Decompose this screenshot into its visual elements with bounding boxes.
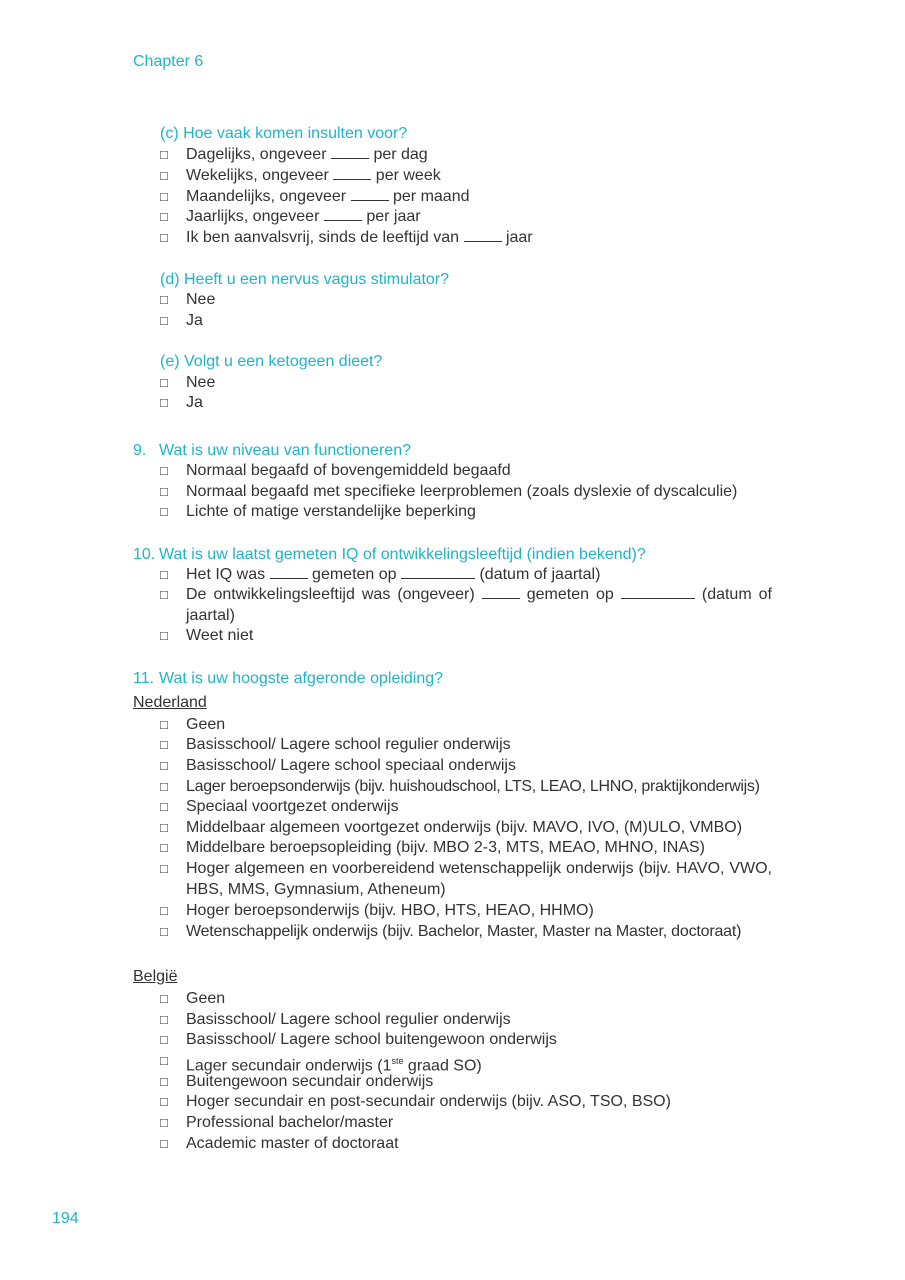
- checkbox-icon[interactable]: □: [160, 903, 168, 918]
- option-text: per jaar: [366, 208, 421, 225]
- option-no[interactable]: [160, 290, 772, 311]
- blank-field[interactable]: [401, 566, 475, 579]
- blank-field[interactable]: [331, 146, 369, 159]
- blank-field[interactable]: [324, 208, 362, 221]
- option-text: graad SO): [403, 1057, 482, 1075]
- option-text: gemeten op: [312, 566, 397, 583]
- option-nl-basisschool-regulier[interactable]: [160, 735, 772, 756]
- option-be-basisschool-buitengewoon[interactable]: [160, 1030, 772, 1051]
- question-number: 10.: [133, 546, 156, 563]
- option-daily[interactable]: [160, 145, 772, 166]
- checkbox-icon[interactable]: □: [160, 799, 168, 814]
- option-text: per maand: [393, 188, 470, 205]
- option-text: Speciaal voortgezet onderwijs: [186, 798, 399, 815]
- option-yearly[interactable]: [160, 207, 772, 228]
- option-text: Basisschool/ Lagere school speciaal onderwijs: [186, 757, 516, 774]
- option-normal[interactable]: [160, 461, 772, 482]
- option-text: Buitengewoon secundair onderwijs: [186, 1073, 434, 1090]
- option-learning-problems[interactable]: [160, 482, 772, 503]
- checkbox-icon[interactable]: □: [160, 313, 168, 328]
- checkbox-icon[interactable]: □: [160, 820, 168, 835]
- checkbox-icon[interactable]: □: [160, 737, 168, 752]
- option-text: Maandelijks, ongeveer: [186, 188, 347, 205]
- option-text: Normaal begaafd met specifieke leerproblemen (zoals dyslexie of dyscalculie): [186, 483, 738, 500]
- checkbox-icon[interactable]: □: [160, 1115, 168, 1130]
- option-nl-speciaal-voortgezet[interactable]: [160, 797, 772, 818]
- option-text: Hoger secundair en post-secundair onderwijs (bijv. ASO, TSO, BSO): [186, 1093, 671, 1110]
- blank-field[interactable]: [482, 586, 520, 599]
- option-text: (datum of jaartal): [479, 566, 601, 583]
- option-text: De ontwikkelingsleeftijd was (ongeveer): [186, 586, 475, 603]
- option-weekly[interactable]: [160, 166, 772, 187]
- checkbox-icon[interactable]: □: [160, 395, 168, 410]
- checkbox-icon[interactable]: □: [160, 230, 168, 245]
- option-be-geen[interactable]: [160, 989, 772, 1010]
- option-text: Nee: [186, 291, 216, 308]
- option-nl-wetenschappelijk[interactable]: [160, 922, 772, 943]
- question-text: Wat is uw niveau van functioneren?: [159, 442, 411, 459]
- checkbox-icon[interactable]: □: [160, 504, 168, 519]
- checkbox-icon[interactable]: □: [160, 758, 168, 773]
- ordinal-suffix: ste: [391, 1056, 404, 1066]
- option-text: Lager beroepsonderwijs (bijv. huishoudschool, LTS, LEAO, LHNO, praktijkonderwijs): [186, 778, 760, 795]
- blank-field[interactable]: [270, 566, 308, 579]
- section-label-belgie: België: [133, 968, 178, 985]
- question-9-title: [133, 441, 411, 461]
- option-be-hoger-secundair[interactable]: [160, 1092, 772, 1113]
- option-be-buitengewoon-secundair[interactable]: [160, 1072, 772, 1093]
- checkbox-icon[interactable]: □: [160, 1074, 168, 1089]
- question-10-title: [133, 545, 646, 565]
- question-number: 11.: [133, 670, 155, 687]
- checkbox-icon[interactable]: □: [160, 717, 168, 732]
- option-text: Professional bachelor/master: [186, 1114, 394, 1131]
- question-text: Wat is uw laatst gemeten IQ of ontwikkelingsleeftijd (indien bekend)?: [159, 546, 646, 563]
- option-text: Basisschool/ Lagere school buitengewoon onderwijs: [186, 1031, 557, 1048]
- option-text: Basisschool/ Lagere school regulier onderwijs: [186, 1011, 511, 1028]
- checkbox-icon[interactable]: □: [160, 587, 168, 602]
- option-text: gemeten op: [526, 586, 614, 603]
- checkbox-icon[interactable]: □: [160, 924, 168, 939]
- option-nl-geen[interactable]: [160, 715, 772, 736]
- option-nl-middelbare-beroeps[interactable]: [160, 838, 772, 859]
- section-label-nederland: Nederland: [133, 694, 207, 711]
- option-unknown[interactable]: [160, 626, 772, 647]
- question-c-title: (c) Hoe vaak komen insulten voor?: [160, 125, 408, 142]
- option-text: Geen: [186, 990, 226, 1007]
- option-text: Basisschool/ Lagere school regulier onderwijs: [186, 736, 511, 753]
- option-developmental-age[interactable]: [160, 585, 772, 626]
- option-nl-basisschool-speciaal[interactable]: [160, 756, 772, 777]
- option-nl-lager-beroeps[interactable]: [160, 777, 772, 798]
- checkbox-icon[interactable]: □: [160, 1012, 168, 1027]
- option-yes[interactable]: [160, 393, 772, 414]
- option-be-professional-bachelor[interactable]: [160, 1113, 772, 1134]
- checkbox-icon[interactable]: □: [160, 375, 168, 390]
- blank-field[interactable]: [351, 188, 389, 201]
- question-11-title: [133, 669, 443, 689]
- blank-field[interactable]: [333, 167, 371, 180]
- option-text: Weet niet: [186, 627, 254, 644]
- option-text: Ik ben aanvalsvrij, sinds de leeftijd van: [186, 229, 460, 246]
- option-nl-middelbaar-algemeen[interactable]: [160, 818, 772, 839]
- option-text: Wetenschappelijk onderwijs (bijv. Bachelor, Master, Master na Master, doctoraat): [186, 923, 742, 940]
- option-text: Wekelijks, ongeveer: [186, 167, 329, 184]
- checkbox-icon[interactable]: □: [160, 1053, 168, 1068]
- option-text: Lichte of matige verstandelijke beperking: [186, 503, 476, 520]
- question-number: 9.: [133, 442, 147, 459]
- chapter-header: Chapter 6: [133, 53, 204, 70]
- option-text: jaar: [505, 229, 533, 246]
- option-be-academic-master[interactable]: [160, 1134, 772, 1155]
- option-text: Ja: [186, 394, 203, 411]
- option-be-basisschool-regulier[interactable]: [160, 1010, 772, 1031]
- blank-field[interactable]: [464, 229, 502, 242]
- option-text: Ja: [186, 312, 203, 329]
- option-text: Middelbare beroepsopleiding (bijv. MBO 2-3, MTS, MEAO, MHNO, INAS): [186, 839, 705, 856]
- option-text: Geen: [186, 716, 226, 733]
- option-text: Dagelijks, ongeveer: [186, 146, 327, 163]
- option-text: Middelbaar algemeen voortgezet onderwijs (bijv. MAVO, IVO, (M)ULO, VMBO): [186, 819, 743, 836]
- option-nl-hoger-beroeps[interactable]: [160, 901, 772, 922]
- option-text: Hoger beroepsonderwijs (bijv. HBO, HTS, HEAO, HHMO): [186, 902, 594, 919]
- checkbox-icon[interactable]: □: [160, 292, 168, 307]
- option-text: (datum of jaartal): [186, 586, 773, 624]
- option-text: Academic master of doctoraat: [186, 1135, 399, 1152]
- checkbox-icon[interactable]: □: [160, 209, 168, 224]
- option-text: per dag: [373, 146, 428, 163]
- option-nl-hoger-algemeen[interactable]: [160, 859, 772, 900]
- checkbox-icon[interactable]: □: [160, 1136, 168, 1151]
- checkbox-icon[interactable]: □: [160, 147, 168, 162]
- option-yes[interactable]: [160, 311, 772, 332]
- option-text: Nee: [186, 374, 216, 391]
- question-text: Wat is uw hoogste afgeronde opleiding?: [159, 670, 444, 687]
- option-text: Hoger algemeen en voorbereidend wetenschappelijk onderwijs (bijv. HAVO, VWO, HBS, MMS, Gymnasium, Atheneum): [186, 860, 772, 898]
- checkbox-icon[interactable]: □: [160, 991, 168, 1006]
- option-text: per week: [375, 167, 441, 184]
- checkbox-icon[interactable]: □: [160, 1032, 168, 1047]
- option-text: Normaal begaafd of bovengemiddeld begaafd: [186, 462, 511, 479]
- checkbox-icon[interactable]: □: [160, 168, 168, 183]
- option-intellectual-disability[interactable]: [160, 502, 772, 523]
- checkbox-icon[interactable]: □: [160, 189, 168, 204]
- checkbox-icon[interactable]: □: [160, 484, 168, 499]
- checkbox-icon[interactable]: □: [160, 1094, 168, 1109]
- question-e-title: (e) Volgt u een ketogeen dieet?: [160, 353, 383, 370]
- checkbox-icon[interactable]: □: [160, 840, 168, 855]
- checkbox-icon[interactable]: □: [160, 779, 168, 794]
- option-text: Jaarlijks, ongeveer: [186, 208, 320, 225]
- checkbox-icon[interactable]: □: [160, 463, 168, 478]
- blank-field[interactable]: [621, 586, 695, 599]
- option-no[interactable]: [160, 373, 772, 394]
- option-monthly[interactable]: [160, 187, 772, 208]
- option-text: Het IQ was: [186, 566, 266, 583]
- checkbox-icon[interactable]: □: [160, 861, 168, 876]
- question-d-title: (d) Heeft u een nervus vagus stimulator?: [160, 271, 450, 288]
- option-text: Lager secundair onderwijs (1: [186, 1057, 392, 1075]
- page-number: 194: [52, 1210, 79, 1227]
- option-iq[interactable]: [160, 565, 772, 586]
- option-seizure-free[interactable]: [160, 228, 772, 249]
- checkbox-icon[interactable]: □: [160, 628, 168, 643]
- checkbox-icon[interactable]: □: [160, 567, 168, 582]
